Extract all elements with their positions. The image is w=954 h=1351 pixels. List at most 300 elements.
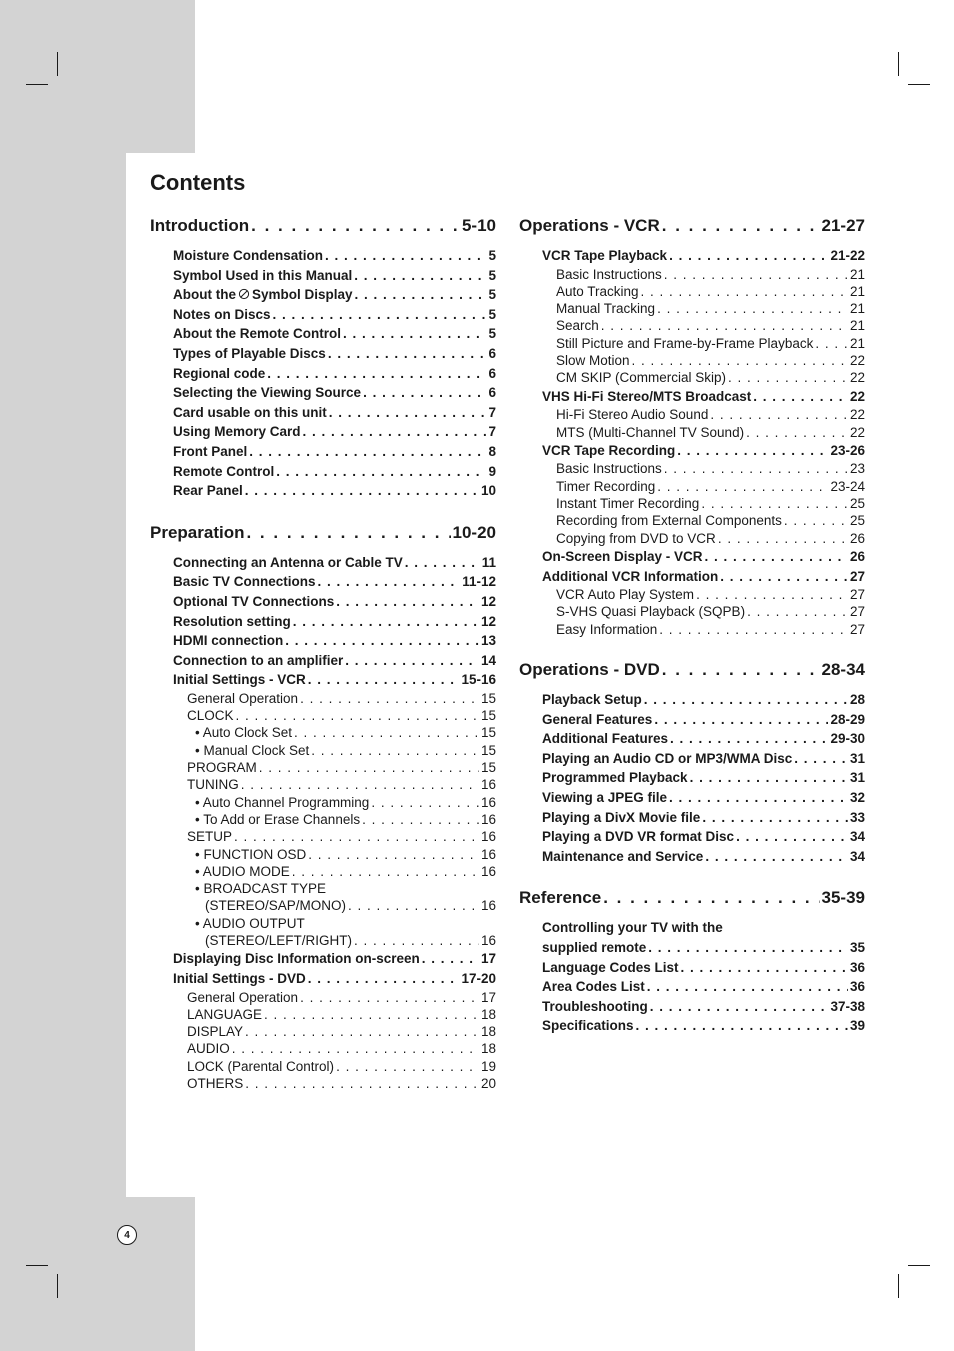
leader-dots [677, 441, 828, 461]
toc-entry [150, 846, 496, 863]
toc-entry-label: CLOCK [187, 708, 234, 724]
toc-entry [519, 768, 865, 788]
toc-entry [519, 938, 865, 958]
page-number: 4 [117, 1225, 137, 1245]
toc-entry [519, 246, 865, 266]
toc-entry [519, 335, 865, 352]
toc-entry [519, 300, 865, 317]
toc-entry-label: Regional code [173, 365, 266, 381]
toc-entry [150, 915, 496, 932]
leader-dots [664, 460, 848, 477]
toc-entry [519, 369, 865, 386]
toc-entry-label: Connection to an amplifier [173, 652, 344, 668]
leader-dots [354, 932, 479, 949]
toc-entry-page: 10 [480, 483, 496, 499]
toc-entry-page: 32 [849, 789, 865, 805]
toc-entry-page: 6 [488, 345, 496, 361]
toc-section [150, 523, 496, 1093]
toc-entry-page: 8 [488, 443, 496, 459]
toc-entry-label: Moisture Condensation [173, 248, 324, 263]
toc-entry [150, 553, 496, 573]
toc-entry-label: Playing an Audio CD or MP3/WMA Disc [542, 750, 793, 766]
leader-dots [345, 651, 479, 671]
section-page-range: 10-20 [452, 522, 496, 542]
toc-entry-label: Notes on Discs [173, 306, 271, 322]
toc-entry [150, 403, 496, 423]
toc-entry [519, 266, 865, 283]
section-heading-label: Operations - VCR [519, 216, 660, 235]
leader-dots [259, 759, 479, 776]
toc-entry-page: 11 [481, 554, 496, 570]
toc-entry [150, 828, 496, 845]
leader-dots [355, 285, 487, 305]
toc-entry [150, 442, 496, 462]
toc-entry-label: SETUP [187, 829, 233, 845]
toc-entry-page: 22 [849, 407, 865, 423]
leader-dots [669, 788, 848, 808]
leader-dots [736, 827, 848, 847]
toc-entry-page: 15 [480, 708, 496, 724]
leader-dots [308, 969, 460, 989]
toc-entry [519, 690, 865, 710]
toc-entry [150, 481, 496, 501]
toc-entry-label: PROGRAM [187, 760, 257, 776]
toc-entry-page: 16 [480, 933, 496, 949]
toc-section [519, 660, 865, 866]
toc-entry-page: 16 [480, 846, 496, 862]
leader-dots [308, 670, 460, 690]
toc-entry-label: VCR Tape Playback [542, 248, 668, 263]
toc-entry-page: 7 [488, 424, 496, 440]
toc-entry-label: Playback Setup [542, 692, 642, 708]
leader-dots [245, 481, 479, 501]
leader-dots [669, 246, 828, 266]
toc-entry [150, 897, 496, 914]
toc-entry-page: 15 [480, 725, 496, 741]
leader-dots [702, 808, 848, 828]
toc-entry-page: 39 [849, 1018, 865, 1034]
leader-dots [603, 888, 819, 908]
toc-entry-page: 9 [488, 463, 496, 479]
leader-dots [681, 958, 848, 978]
toc-entry-label: Remote Control [173, 463, 275, 479]
toc-entry-page: 23 [849, 461, 865, 477]
leader-dots [328, 344, 487, 364]
toc-entry [150, 1006, 496, 1023]
toc-entry [150, 690, 496, 707]
leader-dots [293, 612, 479, 632]
toc-entry [150, 572, 496, 592]
toc-entry-label: Hi-Fi Stereo Audio Sound [556, 407, 709, 423]
leader-dots [232, 1040, 479, 1057]
toc-entry-label: VHS Hi-Fi Stereo/MTS Broadcast [542, 388, 752, 404]
leader-dots [720, 567, 848, 587]
toc-entry-page: 21 [849, 266, 865, 282]
leader-dots [794, 749, 848, 769]
toc-entry [150, 1058, 496, 1075]
toc-entry [519, 1016, 865, 1036]
toc-entry [150, 246, 496, 266]
leader-dots [362, 811, 479, 828]
section-page-range: 28-34 [821, 660, 865, 680]
toc-entry-page: 23-24 [830, 478, 865, 494]
toc-entry-page: 12 [480, 593, 496, 609]
toc-entry-label: Search [556, 318, 599, 334]
leader-dots [249, 442, 486, 462]
toc-entry-page: 5 [488, 287, 496, 303]
leader-dots [236, 707, 479, 724]
leader-dots [657, 300, 848, 317]
leader-dots [267, 364, 486, 384]
gray-margin-left [0, 0, 126, 1351]
toc-entry-page: 23-26 [830, 442, 865, 458]
toc-entry-label: Manual Tracking [556, 301, 656, 317]
leader-dots [325, 246, 486, 266]
toc-entry-page: 12 [480, 613, 496, 629]
toc-entry [150, 285, 496, 305]
toc-entry-label: Rear Panel [173, 483, 243, 499]
toc-entry-label: • AUDIO MODE [195, 863, 290, 879]
toc-entry-label: General Features [542, 711, 653, 727]
leader-dots [294, 724, 479, 741]
toc-entry-label: Slow Motion [556, 353, 630, 369]
toc-entry-page: 22 [849, 424, 865, 440]
toc-entry-label: • BROADCAST TYPE [195, 881, 327, 897]
leader-dots [300, 690, 479, 707]
toc-entry-label: On-Screen Display - VCR [542, 548, 703, 564]
leader-dots [659, 621, 848, 638]
leader-dots [632, 352, 848, 369]
toc-entry-label: Playing a DVD VR format Disc [542, 829, 735, 845]
section-page-range: 35-39 [821, 888, 865, 908]
toc-entry-page: 34 [849, 848, 865, 864]
leader-dots [662, 216, 820, 236]
toc-entry-label: Basic TV Connections [173, 574, 316, 590]
prohibited-symbol-icon [238, 288, 250, 300]
toc-entry-label: VCR Auto Play System [556, 587, 695, 603]
toc-entry-page: 26 [849, 530, 865, 546]
toc-entry-label: Area Codes List [542, 979, 645, 995]
section-heading-label: Preparation [150, 522, 245, 542]
toc-entry-label: Displaying Disc Information on-screen [173, 951, 420, 967]
toc-entry-label-group [173, 285, 353, 305]
leader-dots [690, 768, 848, 788]
toc-entry [150, 266, 496, 286]
toc-entry-label: Using Memory Card [173, 424, 301, 440]
leader-dots [363, 383, 486, 403]
toc-entry-page: 18 [480, 1024, 496, 1040]
toc-entry-page: 21 [849, 318, 865, 334]
toc-entry [150, 949, 496, 969]
toc-entry [150, 1023, 496, 1040]
crop-mark [908, 84, 930, 85]
leader-dots [636, 1016, 848, 1036]
toc-entry-page: 31 [849, 750, 865, 766]
leader-dots [303, 422, 487, 442]
section-page-range: 5-10 [461, 216, 496, 235]
leader-dots [705, 547, 848, 567]
section-heading [519, 216, 865, 240]
section-heading [519, 660, 865, 684]
toc-entry-label: Maintenance and Service [542, 848, 704, 864]
toc-entry [150, 776, 496, 793]
section-heading-label: Reference [519, 888, 602, 908]
leader-dots [371, 794, 479, 811]
toc-entry [150, 324, 496, 344]
crop-mark [26, 1265, 48, 1266]
toc-entry [150, 742, 496, 759]
toc-entry-page: 27 [849, 568, 865, 584]
toc-entry [150, 863, 496, 880]
toc-entry-label: Front Panel [173, 443, 248, 459]
toc-entry [519, 530, 865, 547]
leader-dots [245, 1023, 479, 1040]
toc-entry [519, 788, 865, 808]
toc-entry-page: 22 [849, 370, 865, 386]
crop-mark [908, 1265, 930, 1266]
toc-entry-page: 22 [849, 388, 865, 404]
toc-entry-label: LANGUAGE [187, 1006, 263, 1022]
toc-entry-label: General Operation [187, 690, 299, 706]
leader-dots [308, 846, 479, 863]
crop-mark [898, 1274, 899, 1298]
toc-entry-label: Initial Settings - DVD [173, 970, 306, 986]
toc-entry [519, 547, 865, 567]
leader-dots [246, 523, 450, 543]
leader-dots [664, 266, 848, 283]
leader-dots [784, 512, 848, 529]
toc-entry [519, 710, 865, 730]
leader-dots [670, 729, 828, 749]
leader-dots [318, 572, 461, 592]
toc-entry [150, 1075, 496, 1092]
toc-entry-label-suffix: Symbol Display [252, 287, 353, 303]
crop-mark [57, 1274, 58, 1298]
toc-entry-label: Easy Information [556, 621, 658, 637]
toc-entry [519, 460, 865, 477]
toc-entry [519, 958, 865, 978]
toc-entry [519, 283, 865, 300]
leader-dots [662, 660, 820, 680]
toc-entry-page: 15-16 [461, 672, 496, 688]
toc-entry-page: 17 [480, 951, 496, 967]
toc-entry-label: Recording from External Components [556, 513, 782, 529]
leader-dots [815, 335, 848, 352]
toc-entry [150, 989, 496, 1006]
toc-entry [519, 478, 865, 495]
toc-entry-label: Resolution setting [173, 613, 291, 629]
toc-entry-label: Still Picture and Frame-by-Frame Playback [556, 335, 814, 351]
toc-entry-label: About the [173, 287, 236, 303]
toc-entry-page: 16 [480, 898, 496, 914]
toc-entry [150, 344, 496, 364]
toc-entry-page: 16 [480, 794, 496, 810]
toc-entry-label: Additional VCR Information [542, 568, 719, 584]
toc-entry-label: Symbol Used in this Manual [173, 267, 353, 283]
leader-dots [601, 317, 848, 334]
leader-dots [728, 369, 848, 386]
toc-entry [519, 387, 865, 407]
leader-dots [264, 1006, 479, 1023]
toc-entry-page: 7 [488, 404, 496, 420]
toc-entry-label: About the Remote Control [173, 326, 341, 342]
toc-entry-page: 35 [849, 939, 865, 955]
toc-entry-page: 26 [849, 548, 865, 564]
toc-entry-label: (STEREO/SAP/MONO) [205, 898, 347, 914]
toc-entry-page: 25 [849, 496, 865, 512]
toc-entry [150, 880, 496, 897]
toc-entry [150, 305, 496, 325]
toc-entry-label: CM SKIP (Commercial Skip) [556, 370, 727, 386]
toc-entry-page: 19 [480, 1058, 496, 1074]
toc-entry-page: 17-20 [461, 970, 496, 986]
section-heading [150, 216, 496, 240]
leader-dots [648, 938, 848, 958]
toc-entry-label: • To Add or Erase Channels [195, 811, 361, 827]
toc-entry-label: Viewing a JPEG file [542, 789, 668, 805]
toc-entry-label: Specifications [542, 1018, 634, 1034]
toc-entry [519, 352, 865, 369]
toc-entry-page: 16 [480, 811, 496, 827]
section-heading-label: Operations - DVD [519, 660, 660, 680]
leader-dots [422, 949, 479, 969]
toc-entry-page: 15 [480, 760, 496, 776]
toc-entry-label: Optional TV Connections [173, 593, 335, 609]
toc-entry-page: 20 [480, 1076, 496, 1091]
toc-entry-label: VCR Tape Recording [542, 442, 676, 458]
toc-entry-label: • AUDIO OUTPUT [195, 915, 305, 931]
toc-entry [519, 749, 865, 769]
toc-right-column [519, 216, 865, 1058]
leader-dots [343, 324, 486, 344]
toc-entry-page: 15 [480, 690, 496, 706]
toc-entry-label: TUNING [187, 777, 239, 793]
toc-entry [150, 811, 496, 828]
toc-entry [519, 512, 865, 529]
toc-entry [150, 631, 496, 651]
toc-entry-page: 27 [849, 587, 865, 603]
toc-entry-page: 36 [849, 979, 865, 995]
toc-entry-page: 5 [488, 326, 496, 342]
toc-entry-label: Instant Timer Recording [556, 496, 700, 512]
toc-entry-label: Playing a DivX Movie file [542, 809, 701, 825]
crop-mark [57, 52, 58, 76]
toc-entry-page: 27 [849, 604, 865, 620]
leader-dots [300, 989, 479, 1006]
toc-entry [519, 567, 865, 587]
toc-entry-page: 28 [849, 692, 865, 708]
page-title: Contents [150, 170, 246, 195]
leader-dots [641, 283, 848, 300]
toc-left-column [150, 216, 496, 1114]
toc-entry-page: 17 [480, 989, 496, 1005]
section-heading-label: Introduction [150, 216, 250, 235]
toc-entry [150, 364, 496, 384]
toc-entry-page: 5 [488, 248, 496, 263]
toc-entry-page: 33 [849, 809, 865, 825]
leader-dots [718, 530, 848, 547]
leader-dots [644, 690, 848, 710]
toc-entry-page: 22 [849, 353, 865, 369]
leader-dots [650, 997, 829, 1017]
toc-entry-label: Types of Playable Discs [173, 345, 326, 361]
leader-dots [701, 495, 848, 512]
toc-entry-page: 37-38 [830, 998, 865, 1014]
toc-entry [519, 827, 865, 847]
leader-dots [311, 742, 479, 759]
toc-entry-label: DISPLAY [187, 1024, 244, 1040]
toc-entry-label: Selecting the Viewing Source [173, 385, 362, 401]
leader-dots [696, 586, 848, 603]
leader-dots [753, 387, 848, 407]
toc-entry-label: AUDIO [187, 1041, 230, 1057]
leader-dots [354, 266, 486, 286]
toc-entry-label: • Manual Clock Set [195, 742, 310, 758]
leader-dots [336, 592, 479, 612]
leader-dots [654, 710, 828, 730]
leader-dots [747, 603, 848, 620]
toc-entry-page: 29-30 [830, 731, 865, 747]
gray-margin-bottom [0, 1197, 195, 1351]
toc-entry [519, 495, 865, 512]
leader-dots [336, 1058, 479, 1075]
toc-entry-label: Connecting an Antenna or Cable TV [173, 554, 403, 570]
toc-entry-page: 27 [849, 621, 865, 637]
toc-entry-page: 16 [480, 777, 496, 793]
toc-entry [150, 724, 496, 741]
leader-dots [241, 776, 479, 793]
toc-entry [519, 406, 865, 423]
toc-entry-label: Additional Features [542, 731, 669, 747]
leader-dots [348, 897, 479, 914]
toc-entry [150, 794, 496, 811]
toc-entry [519, 847, 865, 867]
crop-mark [26, 84, 48, 85]
leader-dots [285, 631, 479, 651]
toc-entry-page: 34 [849, 829, 865, 845]
toc-entry-page: 5 [488, 306, 496, 322]
toc-entry-page: 15 [480, 742, 496, 758]
toc-entry-label: HDMI connection [173, 633, 284, 649]
toc-entry [150, 383, 496, 403]
toc-entry-label: • FUNCTION OSD [195, 846, 307, 862]
toc-entry-label: OTHERS [187, 1076, 244, 1091]
toc-entry-label: Troubleshooting [542, 998, 648, 1014]
toc-entry-page: 28-29 [830, 711, 865, 727]
toc-entry [519, 997, 865, 1017]
toc-entry-label: Copying from DVD to VCR [556, 530, 716, 546]
leader-dots [746, 424, 848, 441]
toc-entry [150, 651, 496, 671]
toc-entry-label: General Operation [187, 989, 299, 1005]
toc-entry [519, 603, 865, 620]
leader-dots [251, 216, 460, 236]
leader-dots [647, 977, 848, 997]
toc-entry-label: Basic Instructions [556, 461, 662, 477]
toc-entry [519, 317, 865, 334]
toc-section [519, 216, 865, 638]
toc-entry-page: 13 [480, 633, 496, 649]
leader-dots [234, 828, 479, 845]
leader-dots [329, 403, 487, 423]
toc-entry-label: • Auto Channel Programming [195, 794, 370, 810]
toc-entry-page: 11-12 [462, 574, 496, 590]
toc-entry [150, 612, 496, 632]
leader-dots [657, 478, 828, 495]
toc-entry-label: supplied remote [542, 939, 647, 955]
toc-entry [519, 424, 865, 441]
toc-section [519, 888, 865, 1036]
